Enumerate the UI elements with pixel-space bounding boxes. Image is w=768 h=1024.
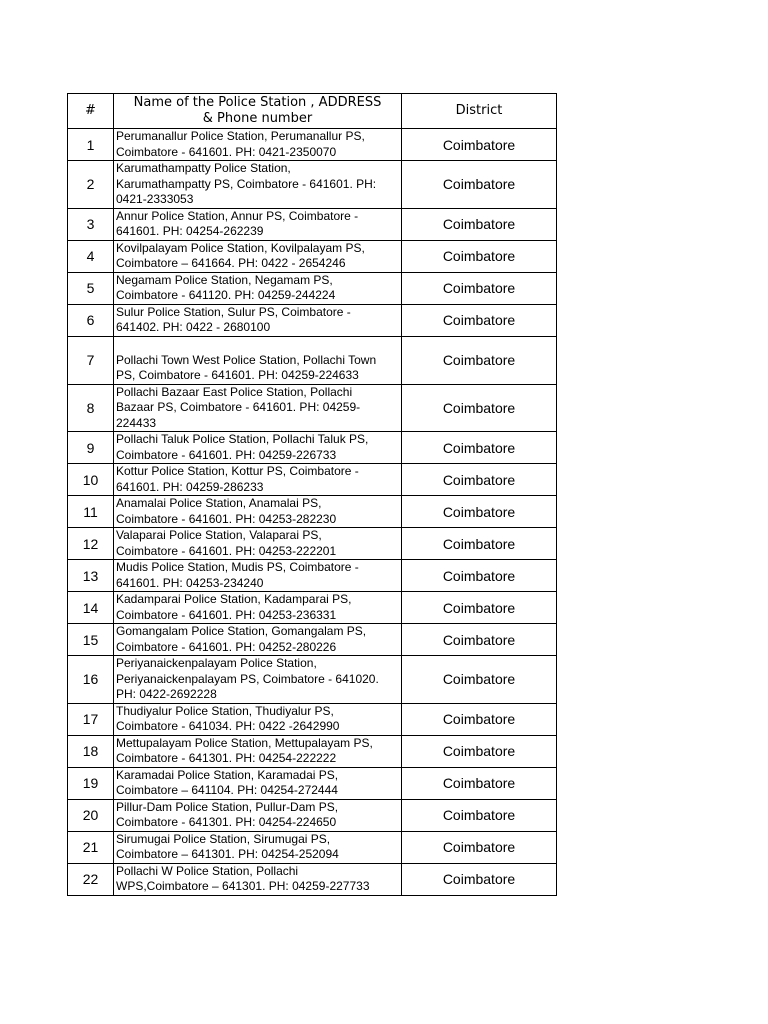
- station-address-cell: [114, 767, 402, 799]
- station-address-cell: [114, 336, 402, 384]
- station-address-line: 641601. PH: 04254-262239: [116, 224, 264, 238]
- table-row: [68, 384, 557, 432]
- station-address-line: 641402. PH: 0422 - 2680100: [116, 320, 271, 334]
- table-row: [68, 336, 557, 384]
- station-address-cell: [114, 129, 402, 161]
- row-number: 4: [68, 240, 114, 272]
- station-address-cell: [114, 703, 402, 735]
- station-address-line: Coimbatore – 641104. PH: 04254-272444: [116, 783, 338, 797]
- station-address-line: Mudis Police Station, Mudis PS, Coimbatore -: [116, 560, 359, 574]
- station-address-line: Coimbatore - 641601. PH: 04253-236331: [116, 607, 337, 622]
- table-row: [68, 560, 557, 592]
- row-number: 15: [68, 624, 114, 656]
- district-cell: Coimbatore: [402, 656, 557, 704]
- district-cell: Coimbatore: [402, 208, 557, 240]
- table-row: [68, 208, 557, 240]
- station-address-cell: [114, 464, 402, 496]
- district-cell: Coimbatore: [402, 703, 557, 735]
- station-address-line: Pollachi W Police Station, Pollachi: [116, 863, 299, 878]
- station-address-line: Mettupalayam Police Station, Mettupalayam PS,: [116, 735, 373, 750]
- station-address-line: Coimbatore - 641301. PH: 04254-222222: [116, 751, 337, 765]
- station-address-line: 0421-2333053: [116, 192, 194, 206]
- station-address-line: Karumathampatty Police Station,: [116, 161, 291, 175]
- station-address-line: Coimbatore - 641301. PH: 04254-224650: [116, 815, 337, 829]
- district-cell: Coimbatore: [402, 129, 557, 161]
- station-address-line: Coimbatore - 641034. PH: 0422 -2642990: [116, 719, 340, 733]
- row-number: 10: [68, 464, 114, 496]
- station-address-line: Coimbatore - 641120. PH: 04259-244224: [116, 288, 336, 302]
- table-row: [68, 304, 557, 336]
- table-row: [68, 703, 557, 735]
- district-cell: Coimbatore: [402, 863, 557, 895]
- row-number: 22: [68, 863, 114, 895]
- station-address-line: Pollachi Taluk Police Station, Pollachi Taluk PS,: [116, 432, 369, 446]
- station-address-line: Kottur Police Station, Kottur PS, Coimbatore -: [116, 464, 359, 478]
- table-row: [68, 528, 557, 560]
- station-address-line: Coimbatore - 641601. PH: 04259-226733: [116, 447, 337, 462]
- station-address-line: Anamalai Police Station, Anamalai PS,: [116, 496, 322, 510]
- header-name-line-1: Name of the Police Station , ADDRESS: [133, 95, 382, 110]
- table-row: [68, 624, 557, 656]
- row-number: 16: [68, 656, 114, 704]
- district-cell: Coimbatore: [402, 161, 557, 209]
- station-address-cell: [114, 528, 402, 560]
- station-address-line: PH: 0422-2692228: [116, 687, 217, 701]
- district-cell: Coimbatore: [402, 767, 557, 799]
- station-address-line: Karamadai Police Station, Karamadai PS,: [116, 767, 339, 782]
- row-number: 12: [68, 528, 114, 560]
- district-cell: Coimbatore: [402, 799, 557, 831]
- station-address-cell: [114, 240, 402, 272]
- station-address-cell: [114, 656, 402, 704]
- table-row: [68, 240, 557, 272]
- district-cell: Coimbatore: [402, 240, 557, 272]
- row-number: 21: [68, 831, 114, 863]
- table-row: [68, 129, 557, 161]
- district-cell: Coimbatore: [402, 624, 557, 656]
- station-address-cell: [114, 161, 402, 209]
- district-cell: Coimbatore: [402, 735, 557, 767]
- station-address-line: Negamam Police Station, Negamam PS,: [116, 272, 333, 287]
- row-number: 14: [68, 592, 114, 624]
- station-address-cell: [114, 208, 402, 240]
- station-address-line: Pollachi Bazaar East Police Station, Pollachi: [116, 384, 353, 399]
- row-number: 8: [68, 384, 114, 432]
- station-address-line: Perumanallur Police Station, Perumanallur PS,: [116, 129, 365, 143]
- district-cell: Coimbatore: [402, 496, 557, 528]
- station-address-line: Coimbatore - 641601. PH: 04252-280226: [116, 639, 337, 654]
- table-row: [68, 496, 557, 528]
- table-header-row: [68, 94, 557, 129]
- district-cell: Coimbatore: [402, 432, 557, 464]
- station-address-line: 641601. PH: 04253-234240: [116, 575, 264, 590]
- row-number: 5: [68, 272, 114, 304]
- district-cell: Coimbatore: [402, 560, 557, 592]
- station-address-line: Sulur Police Station, Sulur PS, Coimbatore -: [116, 304, 351, 319]
- station-address-line: Kovilpalayam Police Station, Kovilpalayam PS,: [116, 240, 365, 255]
- district-cell: Coimbatore: [402, 272, 557, 304]
- table-row: [68, 464, 557, 496]
- table-body: [68, 129, 557, 896]
- station-address-line: PS, Coimbatore - 641601. PH: 04259-224633: [116, 368, 359, 382]
- station-address-line: Karumathampatty PS, Coimbatore - 641601. PH:: [116, 176, 377, 191]
- table-row: [68, 863, 557, 895]
- station-address-line: WPS,Coimbatore – 641301. PH: 04259-227733: [116, 879, 370, 893]
- station-address-cell: [114, 560, 402, 592]
- header-district: District: [402, 94, 557, 129]
- table-row: [68, 272, 557, 304]
- station-address-line: Coimbatore - 641601. PH: 04253-222201: [116, 543, 337, 558]
- header-name-line-2: & Phone number: [202, 111, 313, 126]
- district-cell: Coimbatore: [402, 592, 557, 624]
- district-cell: Coimbatore: [402, 831, 557, 863]
- station-address-cell: [114, 496, 402, 528]
- header-number: #: [68, 94, 114, 129]
- station-address-line: 641601. PH: 04259-286233: [116, 479, 264, 494]
- station-address-cell: [114, 863, 402, 895]
- table-row: [68, 767, 557, 799]
- station-address-line: Coimbatore - 641601. PH: 0421-2350070: [116, 144, 337, 159]
- table-row: [68, 592, 557, 624]
- station-address-line: Pillur-Dam Police Station, Pullur-Dam PS,: [116, 799, 339, 814]
- station-address-line: Valaparai Police Station, Valaparai PS,: [116, 528, 322, 542]
- row-number: 3: [68, 208, 114, 240]
- row-number: 18: [68, 735, 114, 767]
- district-cell: Coimbatore: [402, 528, 557, 560]
- table-row: [68, 656, 557, 704]
- station-address-cell: [114, 272, 402, 304]
- station-address-cell: [114, 304, 402, 336]
- police-station-table: [67, 93, 557, 896]
- table-row: [68, 799, 557, 831]
- station-address-cell: [114, 624, 402, 656]
- station-address-line: Thudiyalur Police Station, Thudiyalur PS,: [116, 703, 334, 718]
- station-address-line: Periyanaickenpalayam Police Station,: [116, 656, 317, 670]
- station-address-line: Sirumugai Police Station, Sirumugai PS,: [116, 831, 331, 846]
- row-number: 1: [68, 129, 114, 161]
- station-address-line: Annur Police Station, Annur PS, Coimbatore -: [116, 208, 359, 223]
- table-row: [68, 161, 557, 209]
- station-address-line: Coimbatore - 641601. PH: 04253-282230: [116, 511, 337, 526]
- district-cell: Coimbatore: [402, 336, 557, 384]
- station-address-cell: [114, 592, 402, 624]
- station-address-line: Gomangalam Police Station, Gomangalam PS,: [116, 624, 367, 638]
- district-cell: Coimbatore: [402, 304, 557, 336]
- row-number: 19: [68, 767, 114, 799]
- row-number: 6: [68, 304, 114, 336]
- station-address-line: Coimbatore – 641664. PH: 0422 - 2654246: [116, 256, 346, 270]
- row-number: 9: [68, 432, 114, 464]
- station-address-cell: [114, 384, 402, 432]
- row-number: 7: [68, 336, 114, 384]
- table-row: [68, 735, 557, 767]
- station-address-cell: [114, 799, 402, 831]
- station-address-line: Coimbatore – 641301. PH: 04254-252094: [116, 847, 339, 861]
- row-number: 17: [68, 703, 114, 735]
- district-cell: Coimbatore: [402, 384, 557, 432]
- row-number: 11: [68, 496, 114, 528]
- row-number: 13: [68, 560, 114, 592]
- table-row: [68, 432, 557, 464]
- station-address-line: Kadamparai Police Station, Kadamparai PS,: [116, 592, 352, 606]
- row-number: 2: [68, 161, 114, 209]
- station-address-cell: [114, 831, 402, 863]
- station-address-line: Bazaar PS, Coimbatore - 641601. PH: 04259-: [116, 400, 361, 414]
- station-address-line: Pollachi Town West Police Station, Pollachi Town: [116, 352, 377, 367]
- station-address-cell: [114, 735, 402, 767]
- station-address-line: Periyanaickenpalayam PS, Coimbatore - 641020.: [116, 671, 379, 686]
- station-address-line: 224433: [116, 415, 157, 430]
- row-number: 20: [68, 799, 114, 831]
- station-address-cell: [114, 432, 402, 464]
- district-cell: Coimbatore: [402, 464, 557, 496]
- header-name-address-phone: [114, 94, 402, 129]
- table-row: [68, 831, 557, 863]
